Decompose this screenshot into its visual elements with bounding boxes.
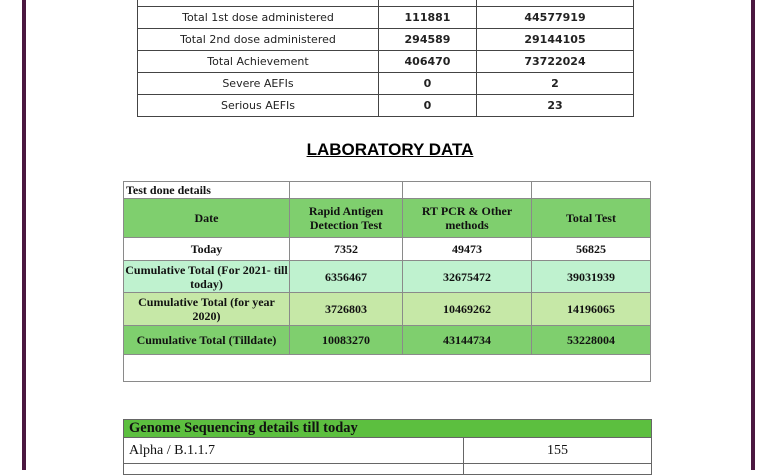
- vaccination-today: 406470: [379, 51, 477, 73]
- lab-rtpcr-value: 49473: [403, 238, 532, 261]
- lab-row-label: Cumulative Total (Tilldate): [124, 326, 290, 355]
- lab-rtpcr-value: 10469262: [403, 293, 532, 326]
- lab-row-label: Today: [124, 238, 290, 261]
- table-row: [124, 438, 652, 464]
- table-header-row: [124, 420, 652, 438]
- genome-variant: Alpha / B.1.1.7: [124, 438, 464, 464]
- genome-table: [123, 419, 652, 475]
- vaccination-label: Total 1st dose administered: [138, 7, 379, 29]
- table-row: [124, 293, 651, 326]
- lab-total-value: 53228004: [532, 326, 651, 355]
- column-header-total-test: Total Test: [532, 199, 651, 238]
- vaccination-table: [137, 0, 634, 117]
- lab-total-value: 56825: [532, 238, 651, 261]
- column-header-rapid-antigen: Rapid Antigen Detection Test: [290, 199, 403, 238]
- genome-count: 155: [464, 438, 652, 464]
- table-row: [138, 51, 634, 73]
- lab-empty-row: [124, 355, 651, 382]
- vaccination-label: Serious AEFIs: [138, 95, 379, 117]
- table-row: [124, 326, 651, 355]
- lab-rtpcr-value: 32675472: [403, 261, 532, 293]
- page-frame-left: [22, 0, 26, 470]
- table-row: [124, 355, 651, 382]
- vaccination-cumulative: 2: [477, 73, 634, 95]
- vaccination-cumulative: 44577919: [477, 7, 634, 29]
- table-row: [124, 261, 651, 293]
- genome-title: Genome Sequencing details till today: [124, 420, 652, 438]
- table-header-row: [124, 199, 651, 238]
- vaccination-label: Total 2nd dose administered: [138, 29, 379, 51]
- table-row: [138, 73, 634, 95]
- column-header-rt-pcr: RT PCR & Other methods: [403, 199, 532, 238]
- lab-row-label: Cumulative Total (for year 2020): [124, 293, 290, 326]
- column-header-date: Date: [124, 199, 290, 238]
- lab-rapid-value: 10083270: [290, 326, 403, 355]
- lab-total-value: 14196065: [532, 293, 651, 326]
- vaccination-today: 0: [379, 73, 477, 95]
- vaccination-cumulative: 73722024: [477, 51, 634, 73]
- table-row: [124, 238, 651, 261]
- lab-rapid-value: 3726803: [290, 293, 403, 326]
- vaccination-cumulative: 23: [477, 95, 634, 117]
- laboratory-table: [123, 181, 651, 382]
- page-frame-right: [751, 0, 755, 470]
- vaccination-today: 294589: [379, 29, 477, 51]
- table-row: [138, 29, 634, 51]
- table-row: [138, 7, 634, 29]
- vaccination-cumulative: 29144105: [477, 29, 634, 51]
- vaccination-today: 111881: [379, 7, 477, 29]
- vaccination-label: Total Achievement: [138, 51, 379, 73]
- lab-rtpcr-value: 43144734: [403, 326, 532, 355]
- lab-rapid-value: 7352: [290, 238, 403, 261]
- table-row: [124, 464, 652, 475]
- table-row: [124, 182, 651, 199]
- laboratory-heading: LABORATORY DATA: [306, 140, 474, 159]
- lab-caption: Test done details: [124, 182, 290, 199]
- vaccination-label: Severe AEFIs: [138, 73, 379, 95]
- table-row: [138, 95, 634, 117]
- vaccination-today: 0: [379, 95, 477, 117]
- lab-total-value: 39031939: [532, 261, 651, 293]
- lab-rapid-value: 6356467: [290, 261, 403, 293]
- lab-row-label: Cumulative Total (For 2021- till today): [125, 262, 288, 291]
